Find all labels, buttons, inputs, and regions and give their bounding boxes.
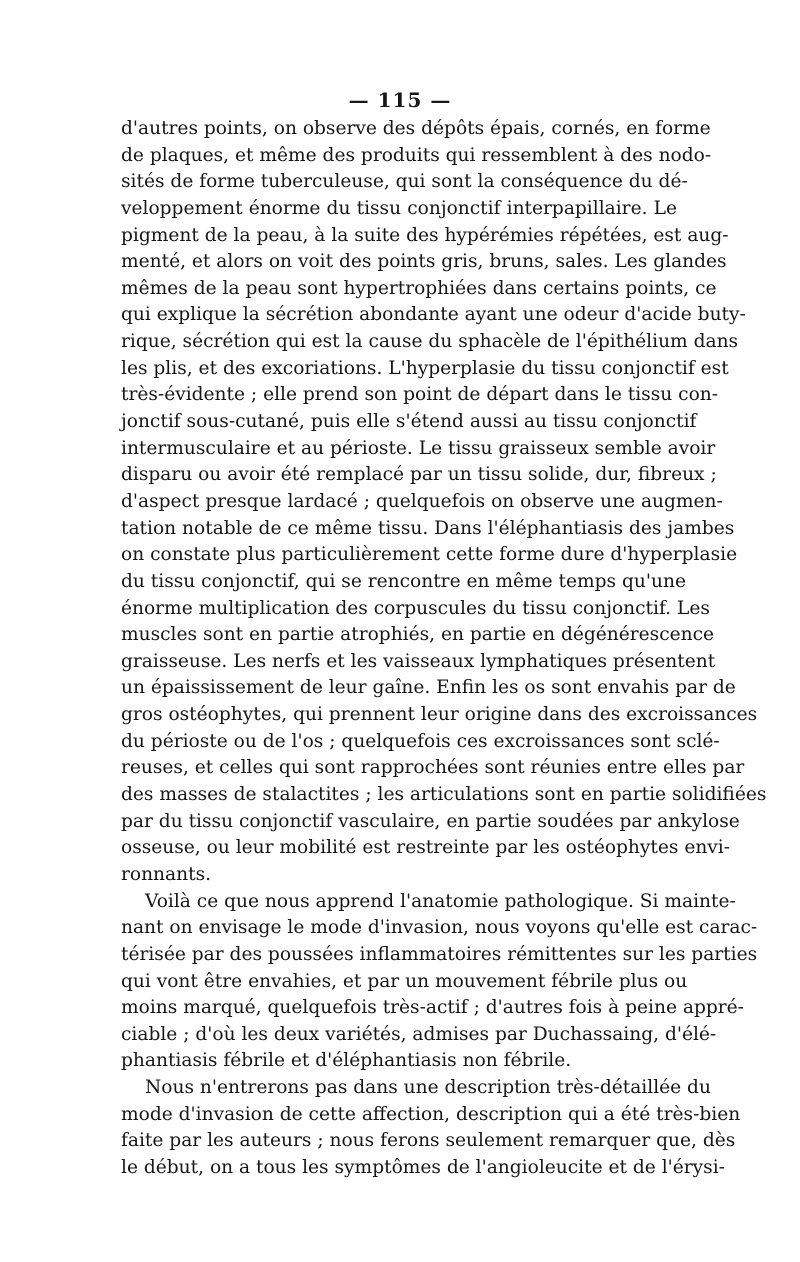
- text-line-paragraph-start: Nous n'entrerons pas dans une description très-détaillée du: [145, 1077, 711, 1099]
- text-line: du tissu conjonctif, qui se rencontre en même temps qu'une: [121, 570, 686, 592]
- text-line: très-évidente ; elle prend son point de départ dans le tissu con-: [121, 384, 719, 406]
- text-line: d'autres points, on observe des dépôts épais, cornés, en forme: [121, 118, 711, 139]
- text-line: par du tissu conjonctif vasculaire, en partie soudées par ankylose: [121, 810, 740, 832]
- text-line: faite par les auteurs ; nous ferons seulement remarquer que, dès: [121, 1130, 736, 1152]
- page-number: — 115 —: [348, 88, 452, 112]
- text-line: mêmes de la peau sont hypertrophiées dans certains points, ce: [121, 277, 717, 299]
- text-line-paragraph-end: ronnants.: [121, 863, 212, 885]
- text-line: moins marqué, quelquefois très-actif ; d'autres fois à peine appré-: [121, 997, 744, 1019]
- text-line: osseuse, ou leur mobilité est restreinte par les ostéophytes envi-: [121, 837, 731, 859]
- text-line: des masses de stalactites ; les articulations sont en partie solidifiées: [121, 784, 767, 806]
- text-line: graisseuse. Les nerfs et les vaisseaux lymphatiques présentent: [121, 650, 716, 672]
- text-line: jonctif sous-cutané, puis elle s'étend aussi au tissu conjonctif: [121, 411, 697, 433]
- text-line: intermusculaire et au périoste. Le tissu graisseux semble avoir: [121, 437, 716, 459]
- text-line: veloppement énorme du tissu conjonctif interpapillaire. Le: [121, 197, 677, 219]
- text-line: disparu ou avoir été remplacé par un tissu solide, dur, fibreux ;: [121, 464, 717, 486]
- text-line: rique, sécrétion qui est la cause du sphacèle de l'épithélium dans: [121, 331, 739, 353]
- text-line: énorme multiplication des corpuscules du tissu conjonctif. Les: [121, 597, 710, 619]
- text-line: mode d'invasion de cette affection, description qui a été très-bien: [121, 1103, 741, 1125]
- text-line: menté, et alors on voit des points gris, bruns, sales. Les glandes: [121, 251, 727, 273]
- text-line: les plis, et des excoriations. L'hyperplasie du tissu conjonctif est: [121, 357, 729, 379]
- text-line: muscles sont en partie atrophiés, en partie en dégénérescence: [121, 624, 715, 646]
- text-line: qui vont être envahies, et par un mouvement fébrile plus ou: [121, 970, 688, 992]
- text-line: on constate plus particulièrement cette forme dure d'hyperplasie: [121, 544, 738, 566]
- text-line: du périoste ou de l'os ; quelquefois ces excroissances sont sclé-: [121, 730, 720, 752]
- text-line: de plaques, et même des produits qui ressemblent à des nodo-: [121, 144, 712, 166]
- text-line: pigment de la peau, à la suite des hypérémies répétées, est aug-: [121, 224, 729, 246]
- text-line: un épaississement de leur gaîne. Enfin les os sont envahis par de: [121, 677, 736, 699]
- text-line: le début, on a tous les symptômes de l'angioleucite et de l'érysi-: [121, 1156, 725, 1178]
- text-line-paragraph-start: Voilà ce que nous apprend l'anatomie pathologique. Si mainte-: [145, 890, 736, 912]
- text-line: d'aspect presque lardacé ; quelquefois on observe une augmen-: [121, 490, 723, 512]
- text-line: térisée par des poussées inflammatoires rémittentes sur les parties: [121, 943, 758, 965]
- text-line: qui explique la sécrétion abondante ayant une odeur d'acide buty-: [121, 304, 746, 326]
- text-line: sités de forme tuberculeuse, qui sont la conséquence du dé-: [121, 171, 688, 193]
- text-line: gros ostéophytes, qui prennent leur origine dans des excroissances: [121, 704, 758, 726]
- text-line: ciable ; d'où les deux variétés, admises par Duchassaing, d'élé-: [121, 1023, 717, 1045]
- text-line: nant on envisage le mode d'invasion, nous voyons qu'elle est carac-: [121, 917, 758, 939]
- body-text: [121, 116, 767, 1182]
- text-line-paragraph-end: phantiasis fébrile et d'éléphantiasis non fébrile.: [121, 1050, 572, 1072]
- text-line: reuses, et celles qui sont rapprochées sont réunies entre elles par: [121, 757, 745, 779]
- text-line: tation notable de ce même tissu. Dans l'éléphantiasis des jambes: [121, 517, 735, 539]
